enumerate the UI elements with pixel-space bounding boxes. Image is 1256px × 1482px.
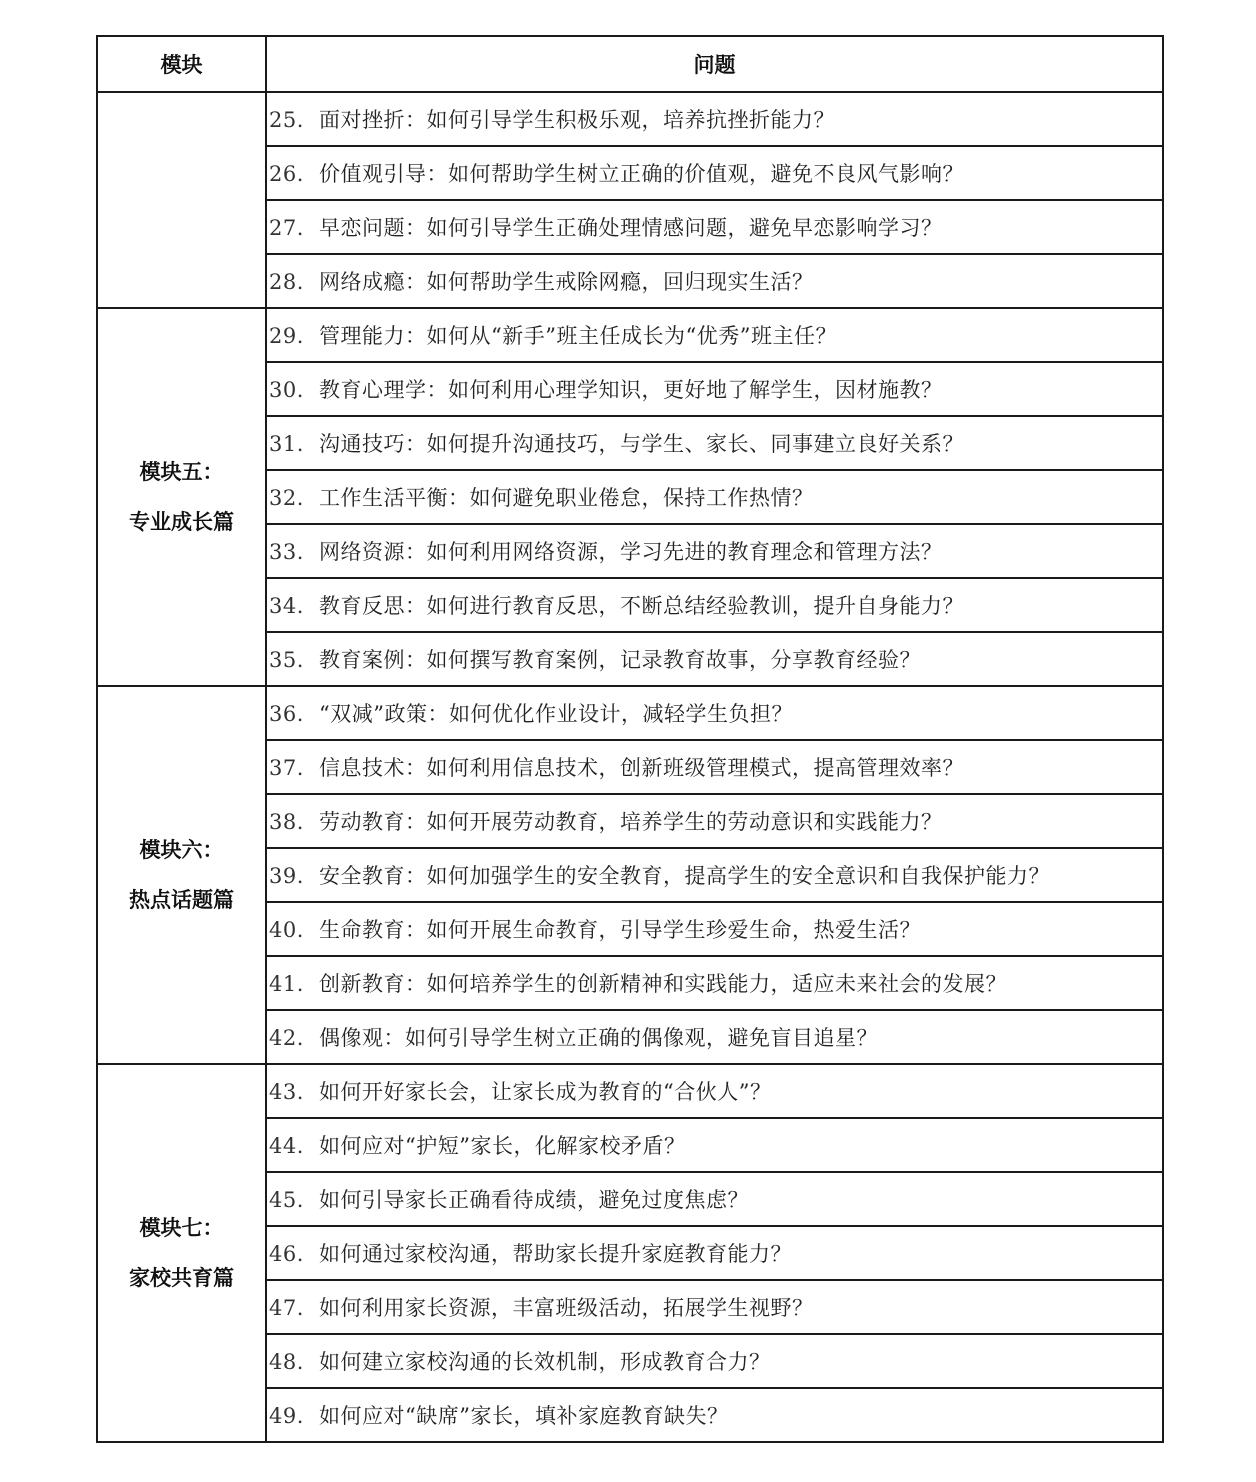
question-number: 29. bbox=[269, 324, 304, 348]
question-number: 28. bbox=[269, 270, 304, 294]
module-cell bbox=[97, 686, 266, 1064]
question-cell bbox=[266, 686, 1163, 740]
question-text: 如何引导家长正确看待成绩，避免过度焦虑？ bbox=[319, 1188, 749, 1212]
question-cell bbox=[266, 308, 1163, 362]
table-row bbox=[97, 92, 1163, 146]
module-number: 模块七： bbox=[139, 1216, 224, 1240]
module-number: 模块五： bbox=[139, 460, 224, 484]
question-number: 27. bbox=[269, 216, 304, 240]
question-cell bbox=[266, 632, 1163, 686]
question-number: 47. bbox=[269, 1296, 304, 1320]
module-title: 专业成长篇 bbox=[129, 510, 234, 534]
question-cell bbox=[266, 1172, 1163, 1226]
question-cell bbox=[266, 146, 1163, 200]
question-cell bbox=[266, 524, 1163, 578]
question-number: 36. bbox=[269, 702, 304, 726]
question-cell bbox=[266, 578, 1163, 632]
question-text: 教育案例：如何撰写教育案例，记录教育故事，分享教育经验？ bbox=[319, 648, 921, 672]
question-number: 26. bbox=[269, 162, 304, 186]
question-text: 劳动教育：如何开展劳动教育，培养学生的劳动意识和实践能力？ bbox=[319, 810, 943, 834]
question-column-header: 问题 bbox=[266, 36, 1163, 92]
question-text: 生命教育：如何开展生命教育，引导学生珍爱生命，热爱生活？ bbox=[319, 918, 921, 942]
question-cell bbox=[266, 1118, 1163, 1172]
table-body bbox=[97, 92, 1163, 1442]
question-text: 如何开好家长会，让家长成为教育的“合伙人”？ bbox=[319, 1080, 772, 1104]
module-cell bbox=[97, 1064, 266, 1442]
question-cell bbox=[266, 1388, 1163, 1442]
question-cell bbox=[266, 1010, 1163, 1064]
question-text: 如何应对“缺席”家长，填补家庭教育缺失？ bbox=[319, 1404, 729, 1428]
module-title: 热点话题篇 bbox=[129, 888, 234, 912]
question-text: 网络成瘾：如何帮助学生戒除网瘾，回归现实生活？ bbox=[319, 270, 814, 294]
question-cell bbox=[266, 254, 1163, 308]
question-text: 安全教育：如何加强学生的安全教育，提高学生的安全意识和自我保护能力？ bbox=[319, 864, 1050, 888]
question-number: 38. bbox=[269, 810, 304, 834]
module-number: 模块六： bbox=[139, 838, 224, 862]
question-text: 教育反思：如何进行教育反思，不断总结经验教训，提升自身能力？ bbox=[319, 594, 964, 618]
table-row bbox=[97, 308, 1163, 362]
question-number: 34. bbox=[269, 594, 304, 618]
question-text: 如何应对“护短”家长，化解家校矛盾？ bbox=[319, 1134, 686, 1158]
question-number: 41. bbox=[269, 972, 304, 996]
question-number: 32. bbox=[269, 486, 304, 510]
question-text: 如何利用家长资源，丰富班级活动，拓展学生视野？ bbox=[319, 1296, 814, 1320]
module-cell bbox=[97, 308, 266, 686]
question-number: 31. bbox=[269, 432, 304, 456]
question-number: 49. bbox=[269, 1404, 304, 1428]
question-text: 网络资源：如何利用网络资源，学习先进的教育理念和管理方法？ bbox=[319, 540, 943, 564]
question-text: 信息技术：如何利用信息技术，创新班级管理模式，提高管理效率？ bbox=[319, 756, 964, 780]
question-cell bbox=[266, 956, 1163, 1010]
question-text: 创新教育：如何培养学生的创新精神和实践能力，适应未来社会的发展？ bbox=[319, 972, 1007, 996]
question-cell bbox=[266, 902, 1163, 956]
question-cell bbox=[266, 416, 1163, 470]
module-column-header: 模块 bbox=[97, 36, 266, 92]
question-number: 25. bbox=[269, 108, 304, 132]
question-text: 价值观引导：如何帮助学生树立正确的价值观，避免不良风气影响？ bbox=[319, 162, 964, 186]
question-number: 39. bbox=[269, 864, 304, 888]
question-cell bbox=[266, 740, 1163, 794]
question-table bbox=[96, 35, 1164, 1443]
question-cell bbox=[266, 848, 1163, 902]
question-text: 管理能力：如何从“新手”班主任成长为“优秀”班主任？ bbox=[319, 324, 837, 348]
question-cell bbox=[266, 470, 1163, 524]
question-number: 44. bbox=[269, 1134, 304, 1158]
table-row bbox=[97, 1064, 1163, 1118]
question-number: 33. bbox=[269, 540, 304, 564]
question-text: 教育心理学：如何利用心理学知识，更好地了解学生，因材施教？ bbox=[319, 378, 943, 402]
question-number: 37. bbox=[269, 756, 304, 780]
question-number: 45. bbox=[269, 1188, 304, 1212]
question-text: 工作生活平衡：如何避免职业倦怠，保持工作热情？ bbox=[319, 486, 814, 510]
question-table-sheet bbox=[96, 35, 1162, 1443]
question-text: 面对挫折：如何引导学生积极乐观，培养抗挫折能力？ bbox=[319, 108, 835, 132]
question-text: 早恋问题：如何引导学生正确处理情感问题，避免早恋影响学习？ bbox=[319, 216, 943, 240]
question-number: 48. bbox=[269, 1350, 304, 1374]
question-cell bbox=[266, 1226, 1163, 1280]
question-cell bbox=[266, 1280, 1163, 1334]
question-text: 如何通过家校沟通，帮助家长提升家庭教育能力？ bbox=[319, 1242, 792, 1266]
question-number: 40. bbox=[269, 918, 304, 942]
question-cell bbox=[266, 1064, 1163, 1118]
question-text: “双减”政策：如何优化作业设计，减轻学生负担？ bbox=[319, 702, 793, 726]
question-number: 42. bbox=[269, 1026, 304, 1050]
module-title: 家校共育篇 bbox=[129, 1266, 234, 1290]
question-text: 沟通技巧：如何提升沟通技巧，与学生、家长、同事建立良好关系？ bbox=[319, 432, 964, 456]
question-number: 30. bbox=[269, 378, 304, 402]
question-cell bbox=[266, 1334, 1163, 1388]
table-header-row bbox=[97, 36, 1163, 92]
question-number: 46. bbox=[269, 1242, 304, 1266]
table-row bbox=[97, 686, 1163, 740]
question-cell bbox=[266, 92, 1163, 146]
question-cell bbox=[266, 200, 1163, 254]
question-text: 偶像观：如何引导学生树立正确的偶像观，避免盲目追星？ bbox=[319, 1026, 878, 1050]
question-number: 43. bbox=[269, 1080, 304, 1104]
question-cell bbox=[266, 794, 1163, 848]
module-cell bbox=[97, 92, 266, 308]
question-text: 如何建立家校沟通的长效机制，形成教育合力？ bbox=[319, 1350, 771, 1374]
question-number: 35. bbox=[269, 648, 304, 672]
question-cell bbox=[266, 362, 1163, 416]
